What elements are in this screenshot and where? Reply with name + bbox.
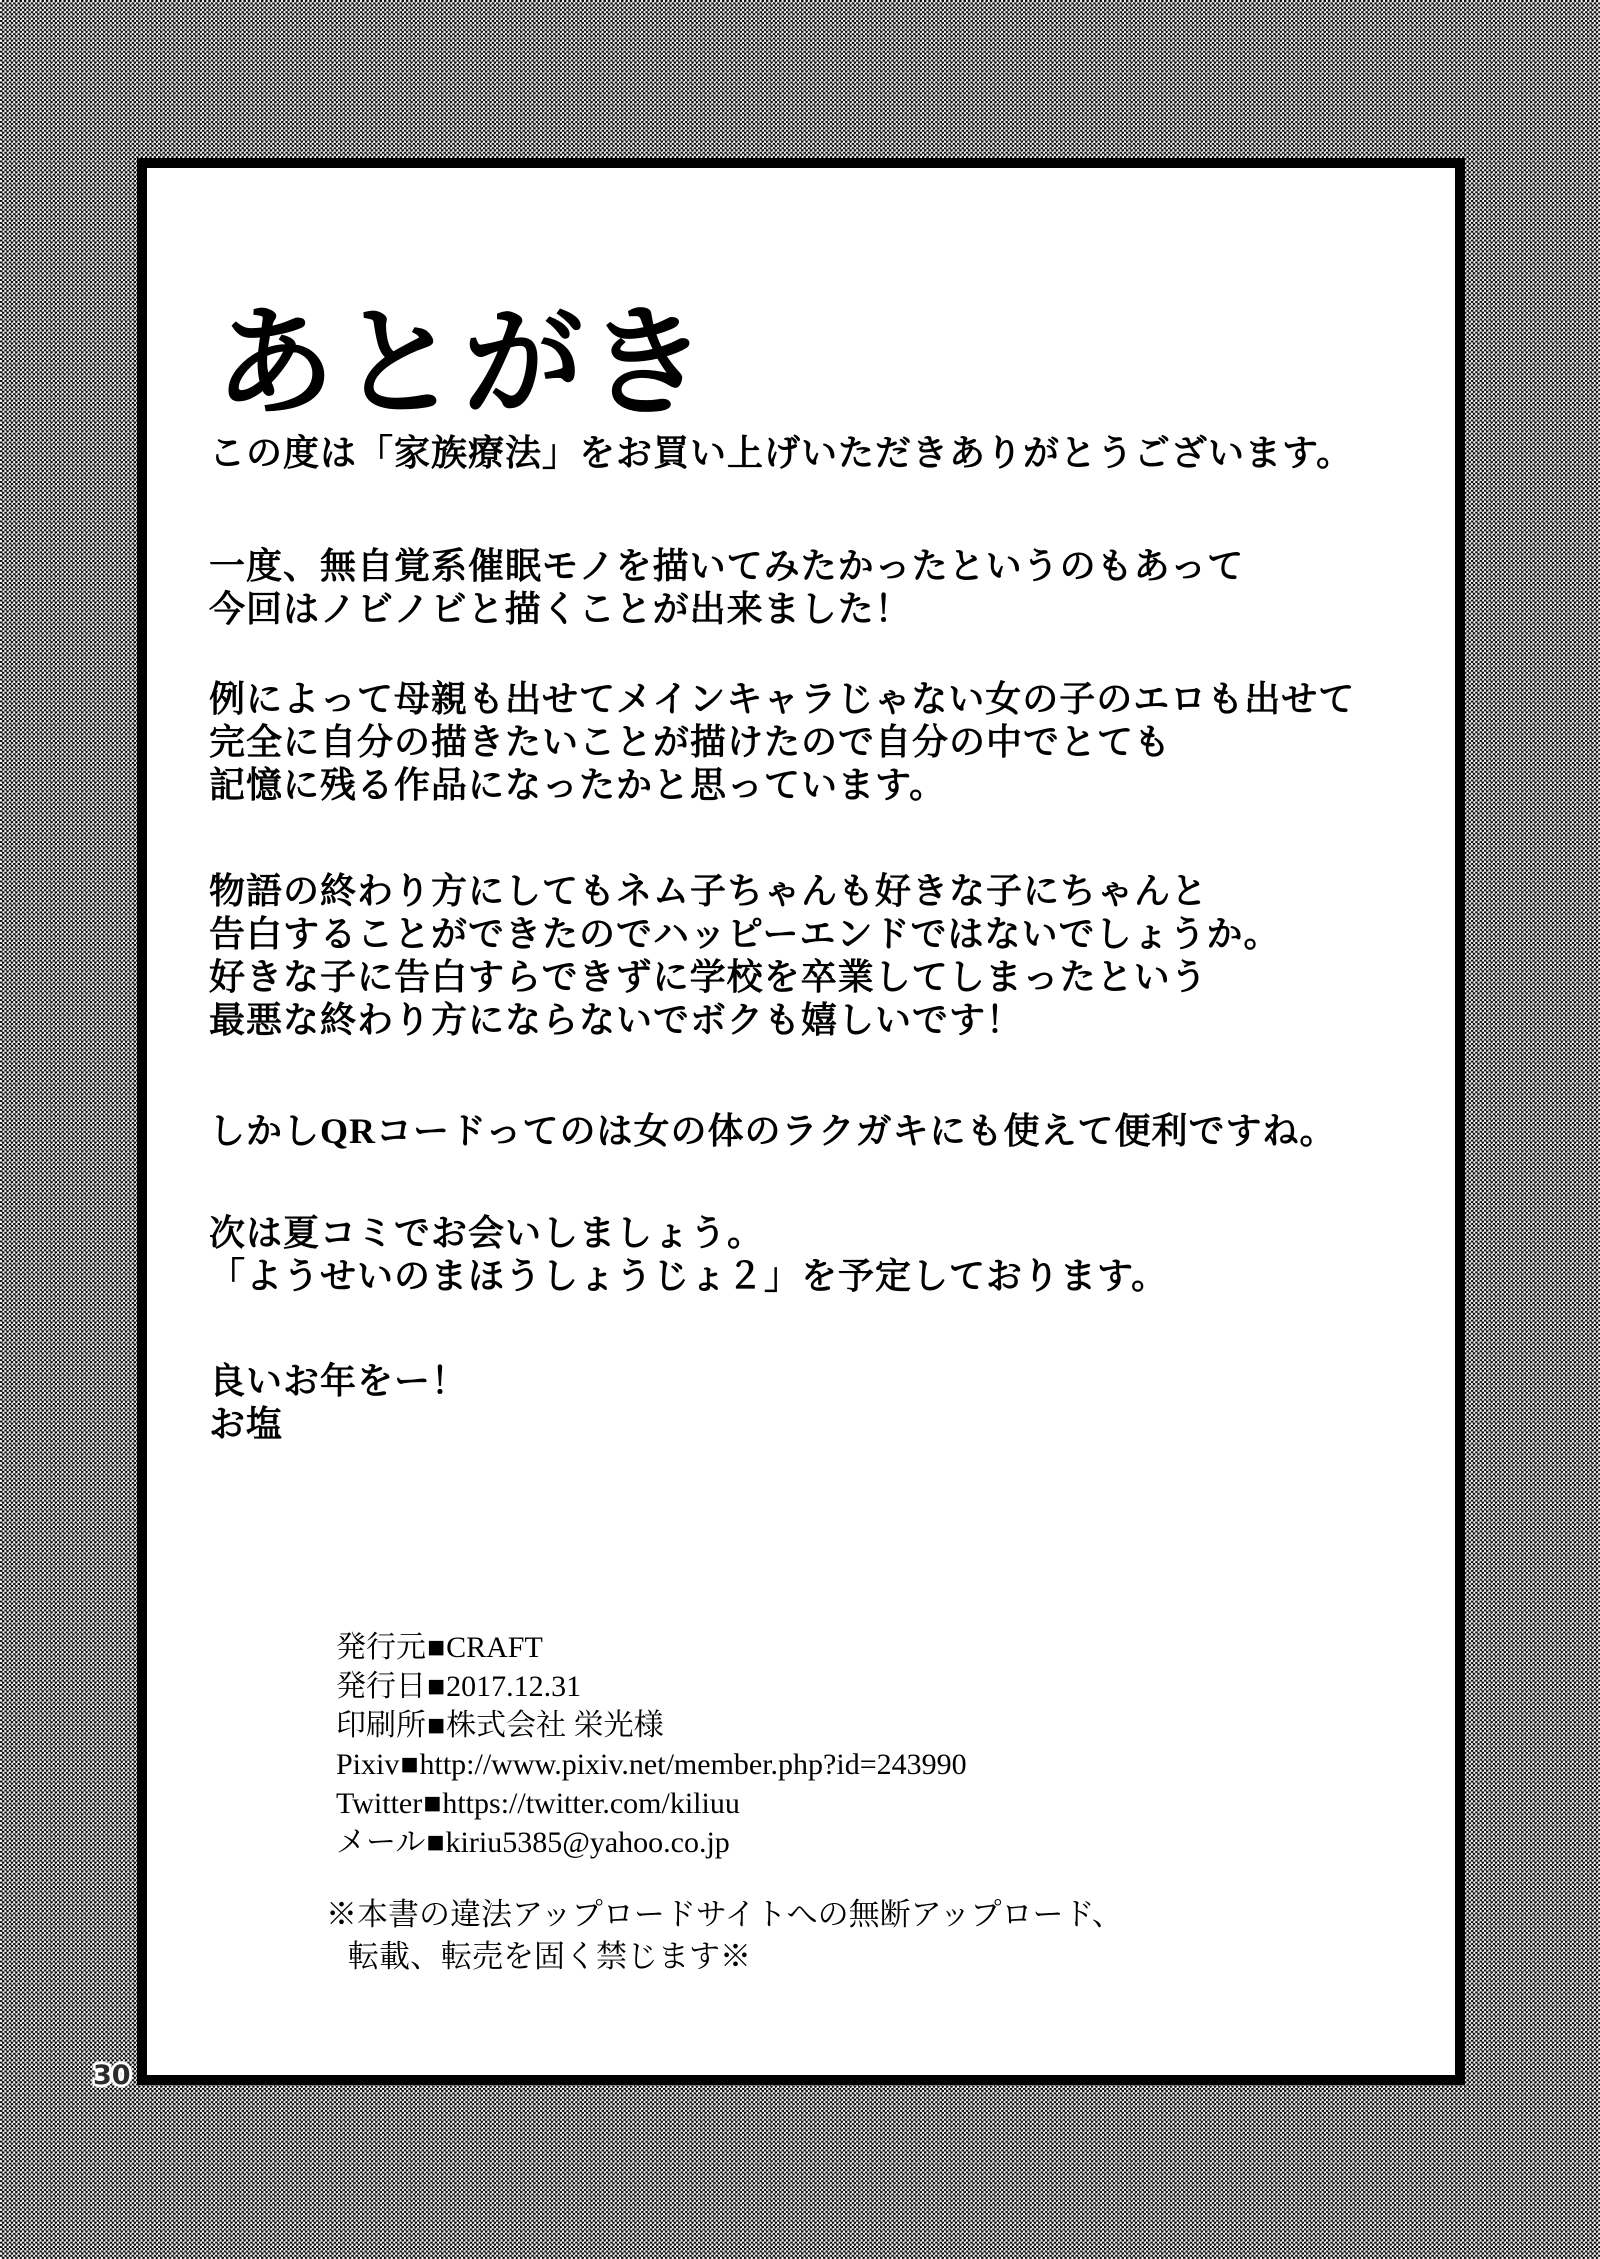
copyright-warning — [326, 1894, 1123, 1978]
body-text-line: 最悪な終わり方にならないでボクも嬉しいです！ — [209, 1000, 1024, 1040]
colophon-row-twitter — [336, 1784, 967, 1823]
paragraph-hypnosis-theme — [209, 545, 1244, 631]
paragraph-next-event — [209, 1212, 1168, 1298]
body-text-line: 「ようせいのまほうしょうじょ２」を予定しております。 — [209, 1256, 1169, 1296]
colophon-row-printer — [336, 1706, 967, 1745]
warning-line: ※本書の違法アップロードサイトへの無断アップロード、 — [326, 1897, 1123, 1932]
publish-date-value: 2017.12.31 — [446, 1670, 582, 1703]
twitter-url: https://twitter.com/kiliuu — [442, 1787, 740, 1820]
black-square-separator: ■ — [426, 1826, 445, 1859]
black-square-separator: ■ — [427, 1631, 446, 1664]
black-square-separator: ■ — [427, 1709, 446, 1742]
body-text-line: 好きな子に告白すらできずに学校を卒業してしまったという — [209, 957, 1208, 997]
afterword-page — [137, 158, 1465, 2085]
body-text-line: 次は夏コミでお会いしましょう。 — [209, 1213, 765, 1253]
pixiv-url: http://www.pixiv.net/member.php?id=243990 — [419, 1748, 967, 1781]
body-text-line: しかしQRコードってのは女の体のラクガキにも使えて便利ですね。 — [209, 1111, 1337, 1151]
paragraph-thanks — [209, 432, 1353, 475]
colophon-label: 印刷所 — [336, 1709, 426, 1742]
colophon-label: Twitter — [336, 1787, 423, 1820]
body-text-line: 完全に自分の描きたいことが描けたので自分の中でとても — [209, 722, 1172, 762]
black-square-separator: ■ — [423, 1787, 442, 1820]
colophon-label: 発行日 — [336, 1670, 426, 1703]
email-address: kiriu5385@yahoo.co.jp — [445, 1826, 730, 1859]
colophon-row-email — [336, 1823, 967, 1862]
page-number: 30 — [93, 2060, 131, 2091]
colophon-block — [336, 1628, 967, 1862]
body-text-line: 良いお年をー！ — [209, 1361, 469, 1401]
body-text-line: 一度、無自覚系催眠モノを描いてみたかったというのもあって — [209, 546, 1245, 586]
paragraph-story-ending — [209, 870, 1281, 1042]
colophon-label: 発行元 — [336, 1631, 426, 1664]
body-text-line: 記憶に残る作品になったかと思っています。 — [209, 765, 947, 805]
body-text-line: この度は「家族療法」をお買い上げいただきありがとうございます。 — [209, 433, 1354, 473]
publisher-value: CRAFT — [446, 1631, 543, 1664]
body-text-line: 今回はノビノビと描くことが出来ました！ — [209, 589, 912, 629]
black-square-separator: ■ — [400, 1748, 419, 1781]
colophon-label: Pixiv — [336, 1748, 400, 1781]
body-text-line: 告白することができたのでハッピーエンドではないでしょうか。 — [209, 914, 1281, 954]
colophon-row-date — [336, 1667, 967, 1706]
author-name: お塩 — [209, 1404, 284, 1444]
body-text-line: 物語の終わり方にしてもネム子ちゃんも好きな子にちゃんと — [209, 871, 1209, 911]
colophon-row-pixiv — [336, 1745, 967, 1784]
black-square-separator: ■ — [427, 1670, 446, 1703]
paragraph-memorable-work — [209, 678, 1355, 807]
warning-line: 転載、転売を固く禁じます※ — [348, 1939, 751, 1974]
colophon-label: メール — [336, 1826, 426, 1859]
colophon-row-publisher — [336, 1628, 967, 1667]
page-title: あとがき — [215, 297, 711, 430]
paragraph-qr-code — [209, 1110, 1337, 1153]
paragraph-signoff — [209, 1360, 468, 1446]
body-text-line: 例によって母親も出せてメインキャラじゃない女の子のエロも出せて — [209, 679, 1356, 719]
printer-value: 株式会社 栄光様 — [446, 1709, 664, 1742]
